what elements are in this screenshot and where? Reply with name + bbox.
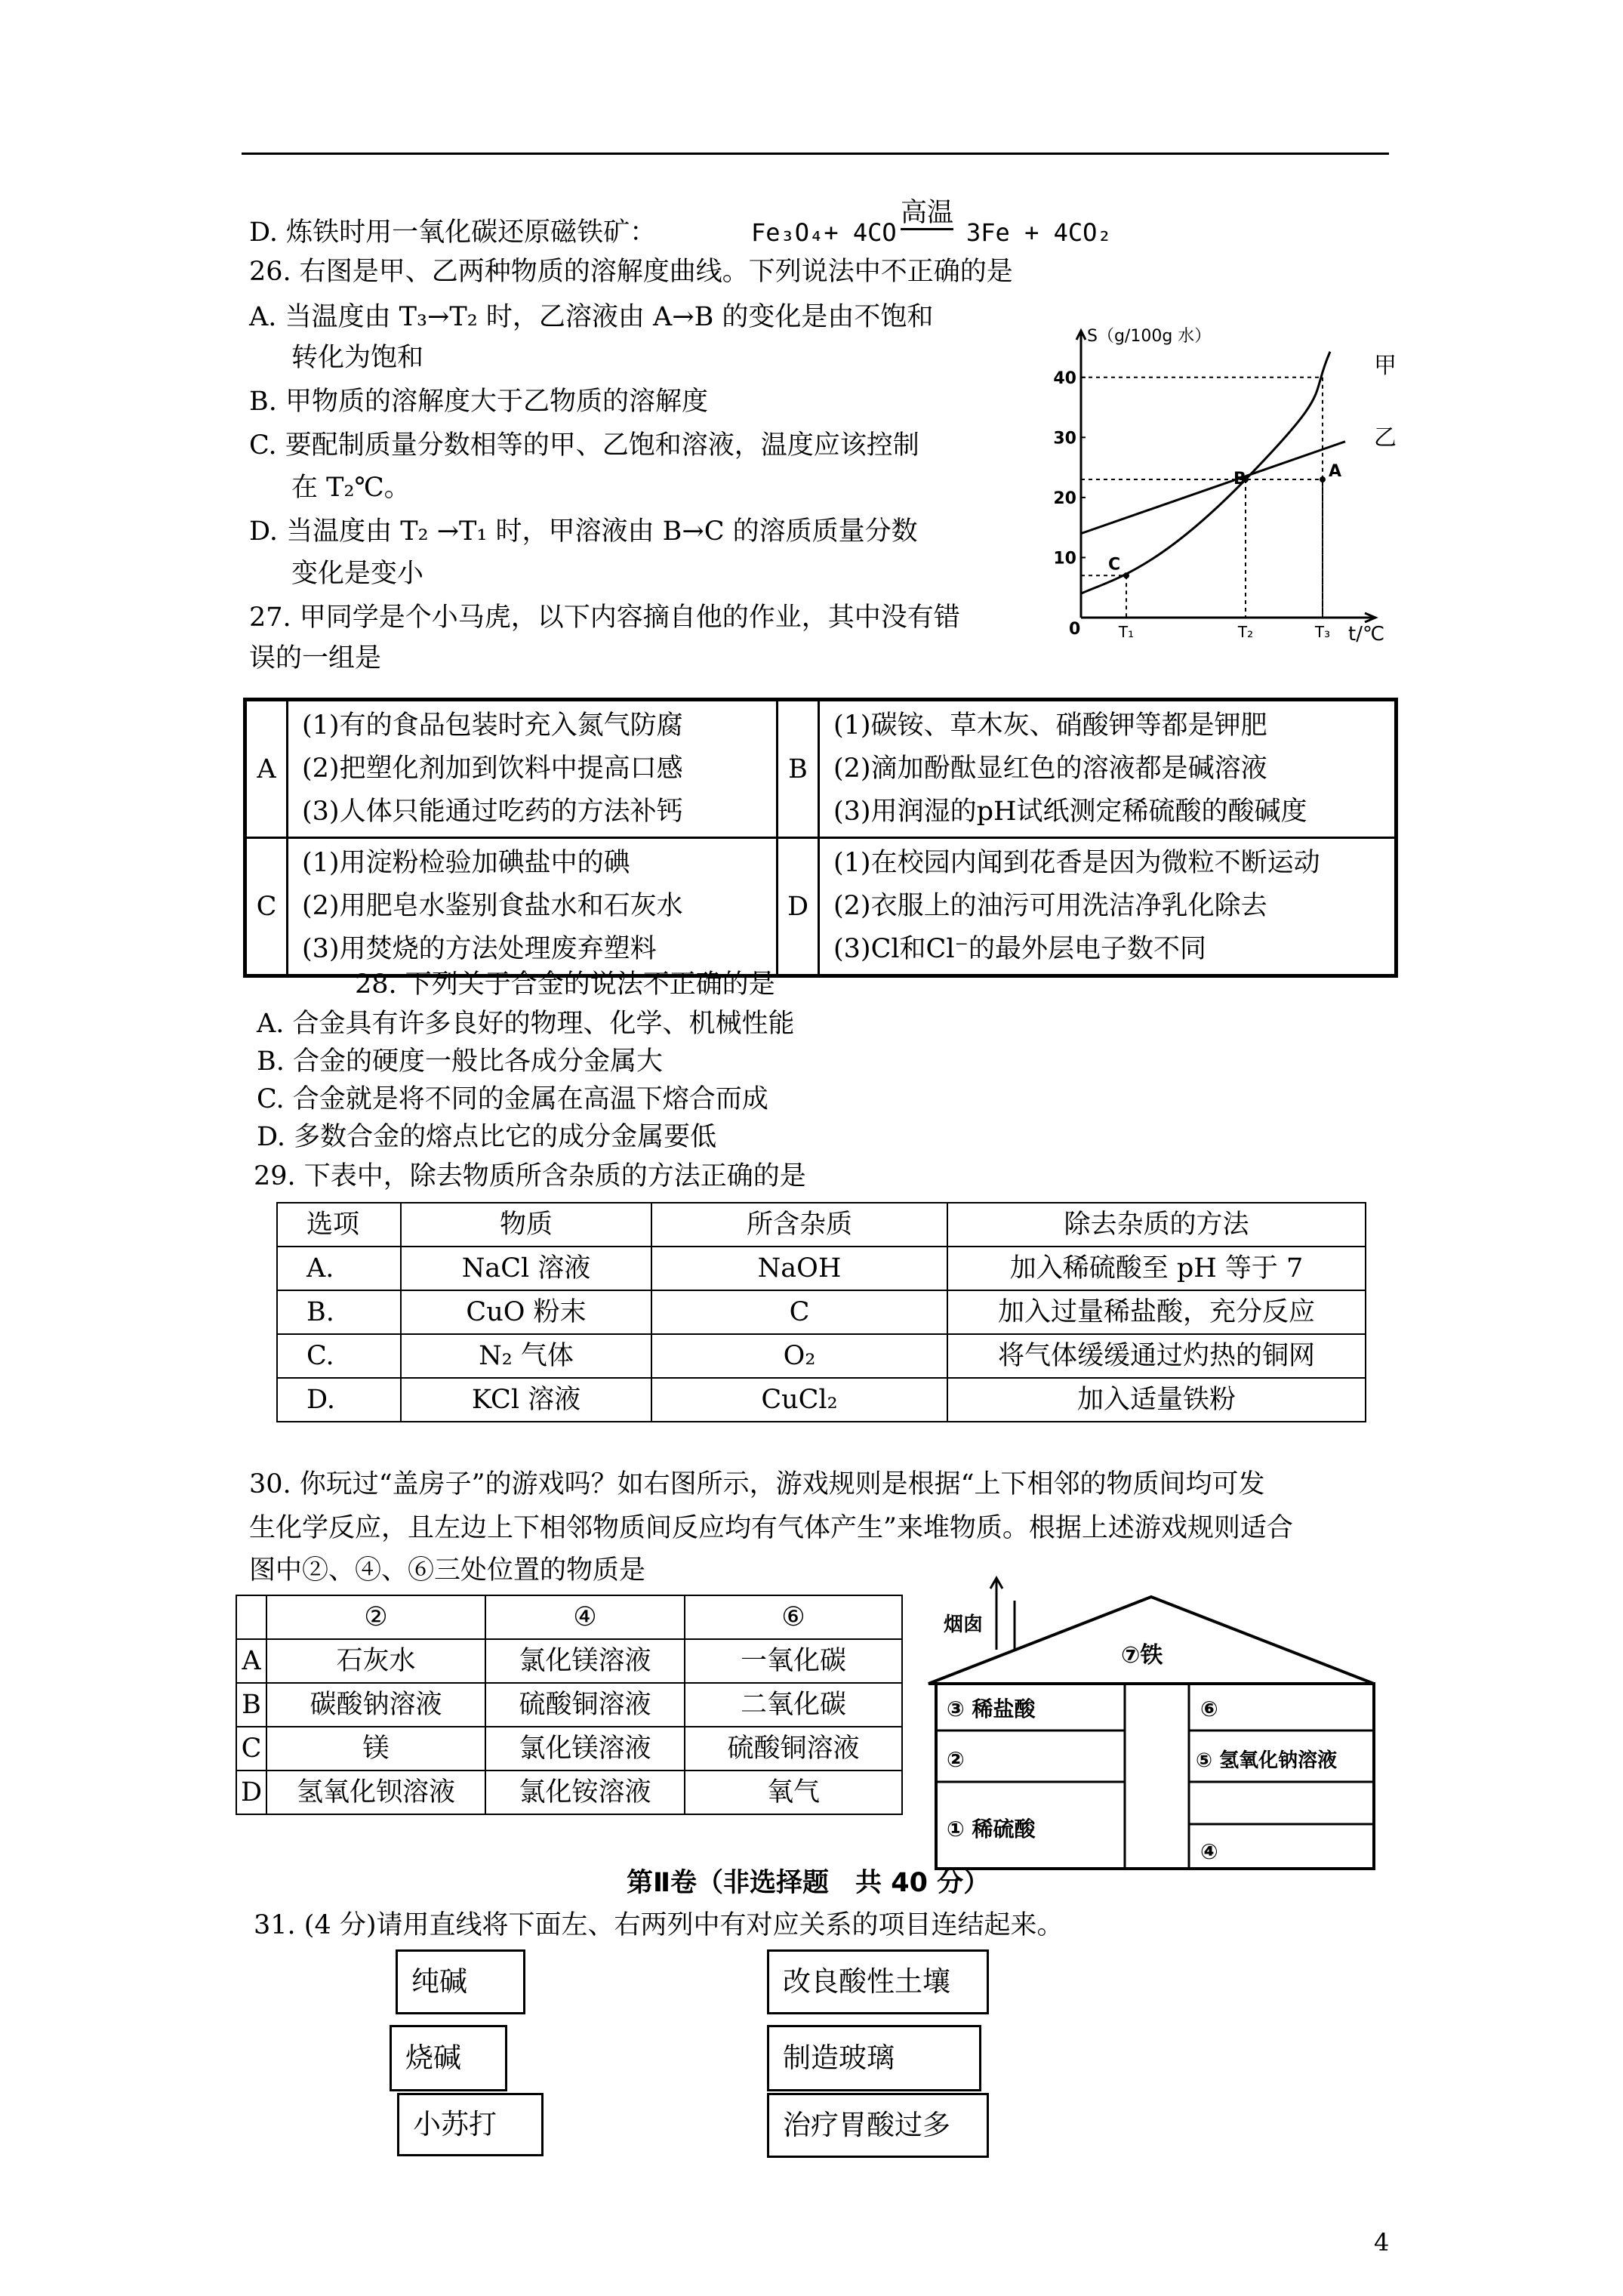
q27-label-a: A: [245, 700, 288, 838]
q27-d-item3: (3)Cl和Cl⁻的最外层电子数不同: [833, 934, 1206, 964]
section-2-title: 第Ⅱ卷（非选择题 共 40 分）: [627, 1868, 990, 1898]
q29-header-impurity: 所含杂质: [651, 1203, 947, 1247]
house-left-top: ③ 稀盐酸: [947, 1697, 1036, 1721]
q29-cell: CuO 粉末: [401, 1290, 651, 1334]
q27-label-b: B: [778, 700, 819, 838]
q30-stem-line1: 30. 你玩过“盖房子”的游戏吗？如右图所示，游戏规则是根据“上下相邻的物质间均可发: [249, 1469, 1265, 1499]
q30-cell: C: [236, 1727, 266, 1771]
q30-cell: A: [236, 1639, 266, 1683]
q27-d-item2: (2)衣服上的油污可用洗洁净乳化除去: [833, 891, 1267, 921]
q28-option-c: C. 合金就是将不同的金属在高温下熔合而成: [257, 1084, 768, 1114]
q29-cell: 加入适量铁粉: [947, 1378, 1366, 1422]
point-a-marker: [1320, 476, 1326, 482]
q28-stem: 28. 下列关于合金的说法不正确的是: [355, 969, 775, 1000]
q27-label-c: C: [245, 838, 288, 976]
x-tick-label: T₂: [1237, 623, 1254, 641]
q27-c-item3: (3)用焚烧的方法处理废弃塑料: [302, 934, 657, 964]
q30-stem-line3: 图中②、④、⑥三处位置的物质是: [249, 1555, 646, 1586]
house-right-bottom: ④: [1200, 1839, 1218, 1864]
q30-cell: 氯化镁溶液: [485, 1727, 685, 1771]
q28-option-d: D. 多数合金的熔点比它的成分金属要低: [257, 1122, 717, 1152]
q26-option-a-line2: 转化为饱和: [291, 343, 424, 373]
point-c-label: C: [1108, 555, 1121, 575]
solubility-chart: [1053, 325, 1397, 646]
header-rule: [242, 153, 1389, 155]
q25-equation-right: 3Fe + 4CO₂: [966, 218, 1112, 247]
q26-option-d-line2: 变化是变小: [291, 559, 424, 589]
series-jia-label: 甲: [1374, 352, 1397, 379]
q30-cell: 氯化镁溶液: [485, 1639, 685, 1683]
q27-d-item1: (1)在校园内闻到花香是因为微粒不断运动: [833, 848, 1320, 878]
y-tick-label: 30: [1053, 429, 1076, 448]
chimney-label: 烟囱: [944, 1613, 984, 1636]
q29-cell: D.: [277, 1378, 401, 1422]
q26-option-c-line1: C. 要配制质量分数相等的甲、乙饱和溶液，温度应该控制: [249, 430, 919, 461]
q29-header-method: 除去杂质的方法: [947, 1203, 1366, 1247]
q27-a-item3: (3)人体只能通过吃药的方法补钙: [302, 797, 683, 827]
y-tick-label: 20: [1053, 488, 1076, 508]
q29-cell: CuCl₂: [651, 1378, 947, 1422]
q29-cell: A.: [277, 1247, 401, 1290]
q29-cell: 加入稀硫酸至 pH 等于 7: [947, 1247, 1366, 1290]
q30-cell: 硫酸铜溶液: [685, 1727, 902, 1771]
q25-equation-left: Fe₃O₄+ 4CO: [751, 218, 897, 247]
q29-header-option: 选项: [277, 1203, 401, 1247]
q26-option-c-line2: 在 T₂℃。: [291, 473, 411, 503]
q26-option-b: B. 甲物质的溶解度大于乙物质的溶解度: [249, 387, 708, 417]
q27-table: [243, 698, 1398, 978]
q31-stem: 31. (4 分)请用直线将下面左、右两列中有对应关系的项目连结起来。: [254, 1910, 1064, 1940]
q30-cell: 氯化铵溶液: [485, 1771, 685, 1814]
q30-header-4: ④: [485, 1595, 685, 1639]
q29-cell: 将气体缓缓通过灼热的铜网: [947, 1334, 1366, 1378]
q27-stem-line2: 误的一组是: [249, 643, 382, 673]
house-left-bottom: ① 稀硫酸: [947, 1817, 1036, 1841]
y-axis-label: S（g/100g 水）: [1087, 327, 1212, 346]
q30-header-blank: [236, 1595, 266, 1639]
y-tick-label: 10: [1053, 549, 1076, 569]
q30-cell: 碳酸钠溶液: [266, 1683, 485, 1727]
q29-cell: NaCl 溶液: [401, 1247, 651, 1290]
q27-label-d: D: [778, 838, 819, 976]
q30-cell: B: [236, 1683, 266, 1727]
q25-option-d: D. 炼铁时用一氧化碳还原磁铁矿：: [249, 217, 657, 248]
q30-table: [236, 1595, 903, 1815]
house-right-mid: ⑤ 氢氧化钠溶液: [1196, 1749, 1338, 1772]
house-right-top: ⑥: [1200, 1697, 1218, 1721]
y-tick-label: 40: [1053, 368, 1076, 388]
q27-c-item2: (2)用肥皂水鉴别食盐水和石灰水: [302, 891, 683, 921]
q29-table: [276, 1202, 1366, 1422]
q29-cell: C.: [277, 1334, 401, 1378]
roof-label: ⑦铁: [1121, 1642, 1163, 1669]
q29-cell: B.: [277, 1290, 401, 1334]
x-axis-label: t/℃: [1348, 623, 1385, 646]
q25-equation-condition: 高温: [901, 198, 953, 230]
q27-c-item1: (1)用淀粉检验加碘盐中的碘: [302, 848, 630, 878]
q29-cell: N₂ 气体: [401, 1334, 651, 1378]
series-yi-line: [1081, 442, 1345, 534]
q27-a-item1: (1)有的食品包装时充入氮气防腐: [302, 710, 683, 741]
q31-right-item-2: 制造玻璃: [767, 2025, 981, 2091]
point-b-label: B: [1233, 470, 1246, 489]
q30-cell: 石灰水: [266, 1639, 485, 1683]
q31-right-item-3: 治疗胃酸过多: [767, 2093, 989, 2158]
q30-stem-line2: 生化学反应，且左边上下相邻物质间反应均有气体产生”来堆物质。根据上述游戏规则适合: [249, 1513, 1293, 1543]
q27-b-item2: (2)滴加酚酞显红色的溶液都是碱溶液: [833, 754, 1267, 784]
q30-cell: D: [236, 1771, 266, 1814]
page-number: 4: [1374, 2228, 1390, 2257]
q26-option-a-line1: A. 当温度由 T₃→T₂ 时，乙溶液由 A→B 的变化是由不饱和: [249, 302, 934, 332]
q30-cell: 一氧化碳: [685, 1639, 902, 1683]
series-yi-label: 乙: [1374, 424, 1397, 451]
q26-stem: 26. 右图是甲、乙两种物质的溶解度曲线。下列说法中不正确的是: [249, 257, 1013, 287]
q30-cell: 二氧化碳: [685, 1683, 902, 1727]
point-a-label: A: [1329, 462, 1342, 482]
q29-cell: O₂: [651, 1334, 947, 1378]
q28-option-b: B. 合金的硬度一般比各成分金属大: [257, 1046, 663, 1077]
q31-right-item-1: 改良酸性土壤: [767, 1949, 989, 2014]
q29-cell: 加入过量稀盐酸，充分反应: [947, 1290, 1366, 1334]
q29-header-substance: 物质: [401, 1203, 651, 1247]
q27-b-item1: (1)碳铵、草木灰、硝酸钾等都是钾肥: [833, 710, 1267, 741]
q29-cell: C: [651, 1290, 947, 1334]
q30-cell: 镁: [266, 1727, 485, 1771]
x-tick-label: T₁: [1118, 623, 1135, 641]
q31-left-item-2: 烧碱: [390, 2025, 507, 2091]
q29-stem: 29. 下表中，除去物质所含杂质的方法正确的是: [254, 1161, 806, 1191]
q29-cell: NaOH: [651, 1247, 947, 1290]
q28-option-a: A. 合金具有许多良好的物理、化学、机械性能: [257, 1009, 795, 1039]
point-c-marker: [1123, 572, 1129, 578]
q27-a-item2: (2)把塑化剂加到饮料中提高口感: [302, 754, 683, 784]
q30-header-2: ②: [266, 1595, 485, 1639]
q31-left-item-1: 纯碱: [396, 1949, 525, 2014]
q30-header-6: ⑥: [685, 1595, 902, 1639]
house-diagram: [921, 1578, 1389, 1880]
q31-left-item-3: 小苏打: [397, 2093, 544, 2156]
q27-stem-line1: 27. 甲同学是个小马虎，以下内容摘自他的作业，其中没有错: [249, 603, 960, 633]
q26-option-d-line1: D. 当温度由 T₂ →T₁ 时，甲溶液由 B→C 的溶质质量分数: [249, 516, 918, 547]
origin-label: 0: [1069, 620, 1081, 639]
q30-cell: 硫酸铜溶液: [485, 1683, 685, 1727]
x-tick-label: T₃: [1314, 623, 1331, 641]
q27-b-item3: (3)用润湿的pH试纸测定稀硫酸的酸碱度: [833, 797, 1307, 827]
house-left-mid: ②: [947, 1747, 965, 1772]
q30-cell: 氧气: [685, 1771, 902, 1814]
q30-cell: 氢氧化钡溶液: [266, 1771, 485, 1814]
q29-cell: KCl 溶液: [401, 1378, 651, 1422]
